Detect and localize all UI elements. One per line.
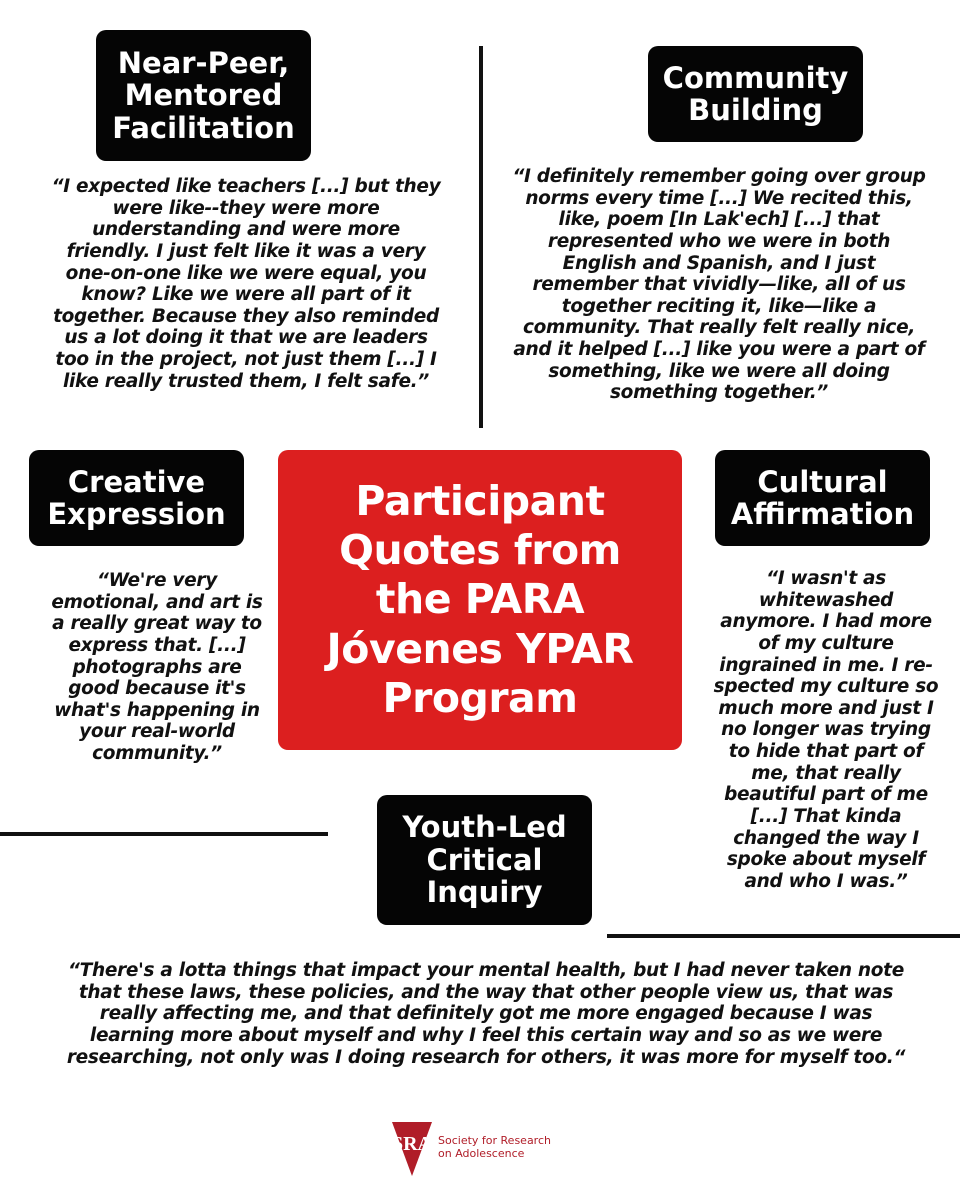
title-line: Quotes from	[339, 526, 621, 575]
sra-logo-mark	[390, 1118, 434, 1178]
label-community-building	[648, 46, 863, 142]
label-line: Critical	[426, 842, 543, 877]
label-cultural-affirmation	[715, 450, 930, 546]
org-name-line: Society for Research	[438, 1134, 551, 1147]
label-youth-led-inquiry	[377, 795, 592, 925]
vertical-divider	[479, 46, 483, 428]
label-near-peer	[96, 30, 311, 161]
label-line: Cultural	[757, 464, 888, 499]
quote-youth-led-inquiry: “There's a lotta things that impact your mental health, but I had never taken note that these laws, these policies, and the way that other people view us, that was really affecting me, and that definitely got me more engaged because I was learning more about myself and why I feel this certain way and so as we were researching, not only was I doing research for others, it was more for myself too.“	[66, 960, 906, 1068]
label-line: Facilitation	[112, 110, 295, 145]
title-line: Program	[382, 673, 578, 722]
label-line: Mentored	[124, 78, 283, 113]
quote-cultural-affirmation: “I wasn't as whitewashed anymore. I had more of my culture ingrained in me. I re-spected my culture so much more and just I no longer was trying to hide that part of me, that really beautiful part of me [...] That kinda changed the way I spoke about myself and who I was.”	[713, 568, 939, 892]
label-line: Building	[688, 93, 823, 127]
label-line: Near-Peer,	[117, 45, 290, 80]
label-line: Expression	[47, 497, 226, 531]
horizontal-divider-left	[0, 832, 328, 836]
quote-creative-expression: “We're very emotional, and art is a really great way to express that. [...] photographs are good because it's what's happening in your real-world community.”	[51, 570, 263, 765]
label-line: Creative	[67, 464, 206, 499]
quote-near-peer: “I expected like teachers [...] but they were like--they were more understanding and were more friendly. I just felt like it was a very one-on-one like we were equal, you know? Like we were all part of it together. Because they also reminded us a lot doing it that we are leaders too in the project, not just them [...] I like really trusted them, I felt safe.”	[51, 176, 441, 392]
label-line: Affirmation	[730, 497, 915, 531]
org-name-line: on Adolescence	[438, 1147, 525, 1161]
label-line: Youth-Led	[402, 810, 567, 845]
sra-logo	[390, 1118, 551, 1178]
label-line: Community	[662, 60, 849, 95]
title-line: Jóvenes YPAR	[326, 624, 634, 673]
title-line: the PARA	[375, 575, 585, 624]
title-line: Participant	[355, 477, 605, 526]
horizontal-divider-right	[607, 934, 960, 938]
label-line: Inquiry	[426, 875, 543, 910]
quote-community-building: “I definitely remember going over group norms every time [...] We recited this, like, poem [In Lak'ech] [...] that represented who we were in both English and Spanish, and I just remember that vividly—like, all of us together reciting it, like—like a community. That really felt really nice, and it helped [...] like you were a part of something, like we were all doing something together.”	[512, 166, 926, 404]
sra-logo-text: SRA	[391, 1133, 433, 1155]
center-title	[278, 450, 682, 750]
label-creative-expression	[29, 450, 244, 546]
